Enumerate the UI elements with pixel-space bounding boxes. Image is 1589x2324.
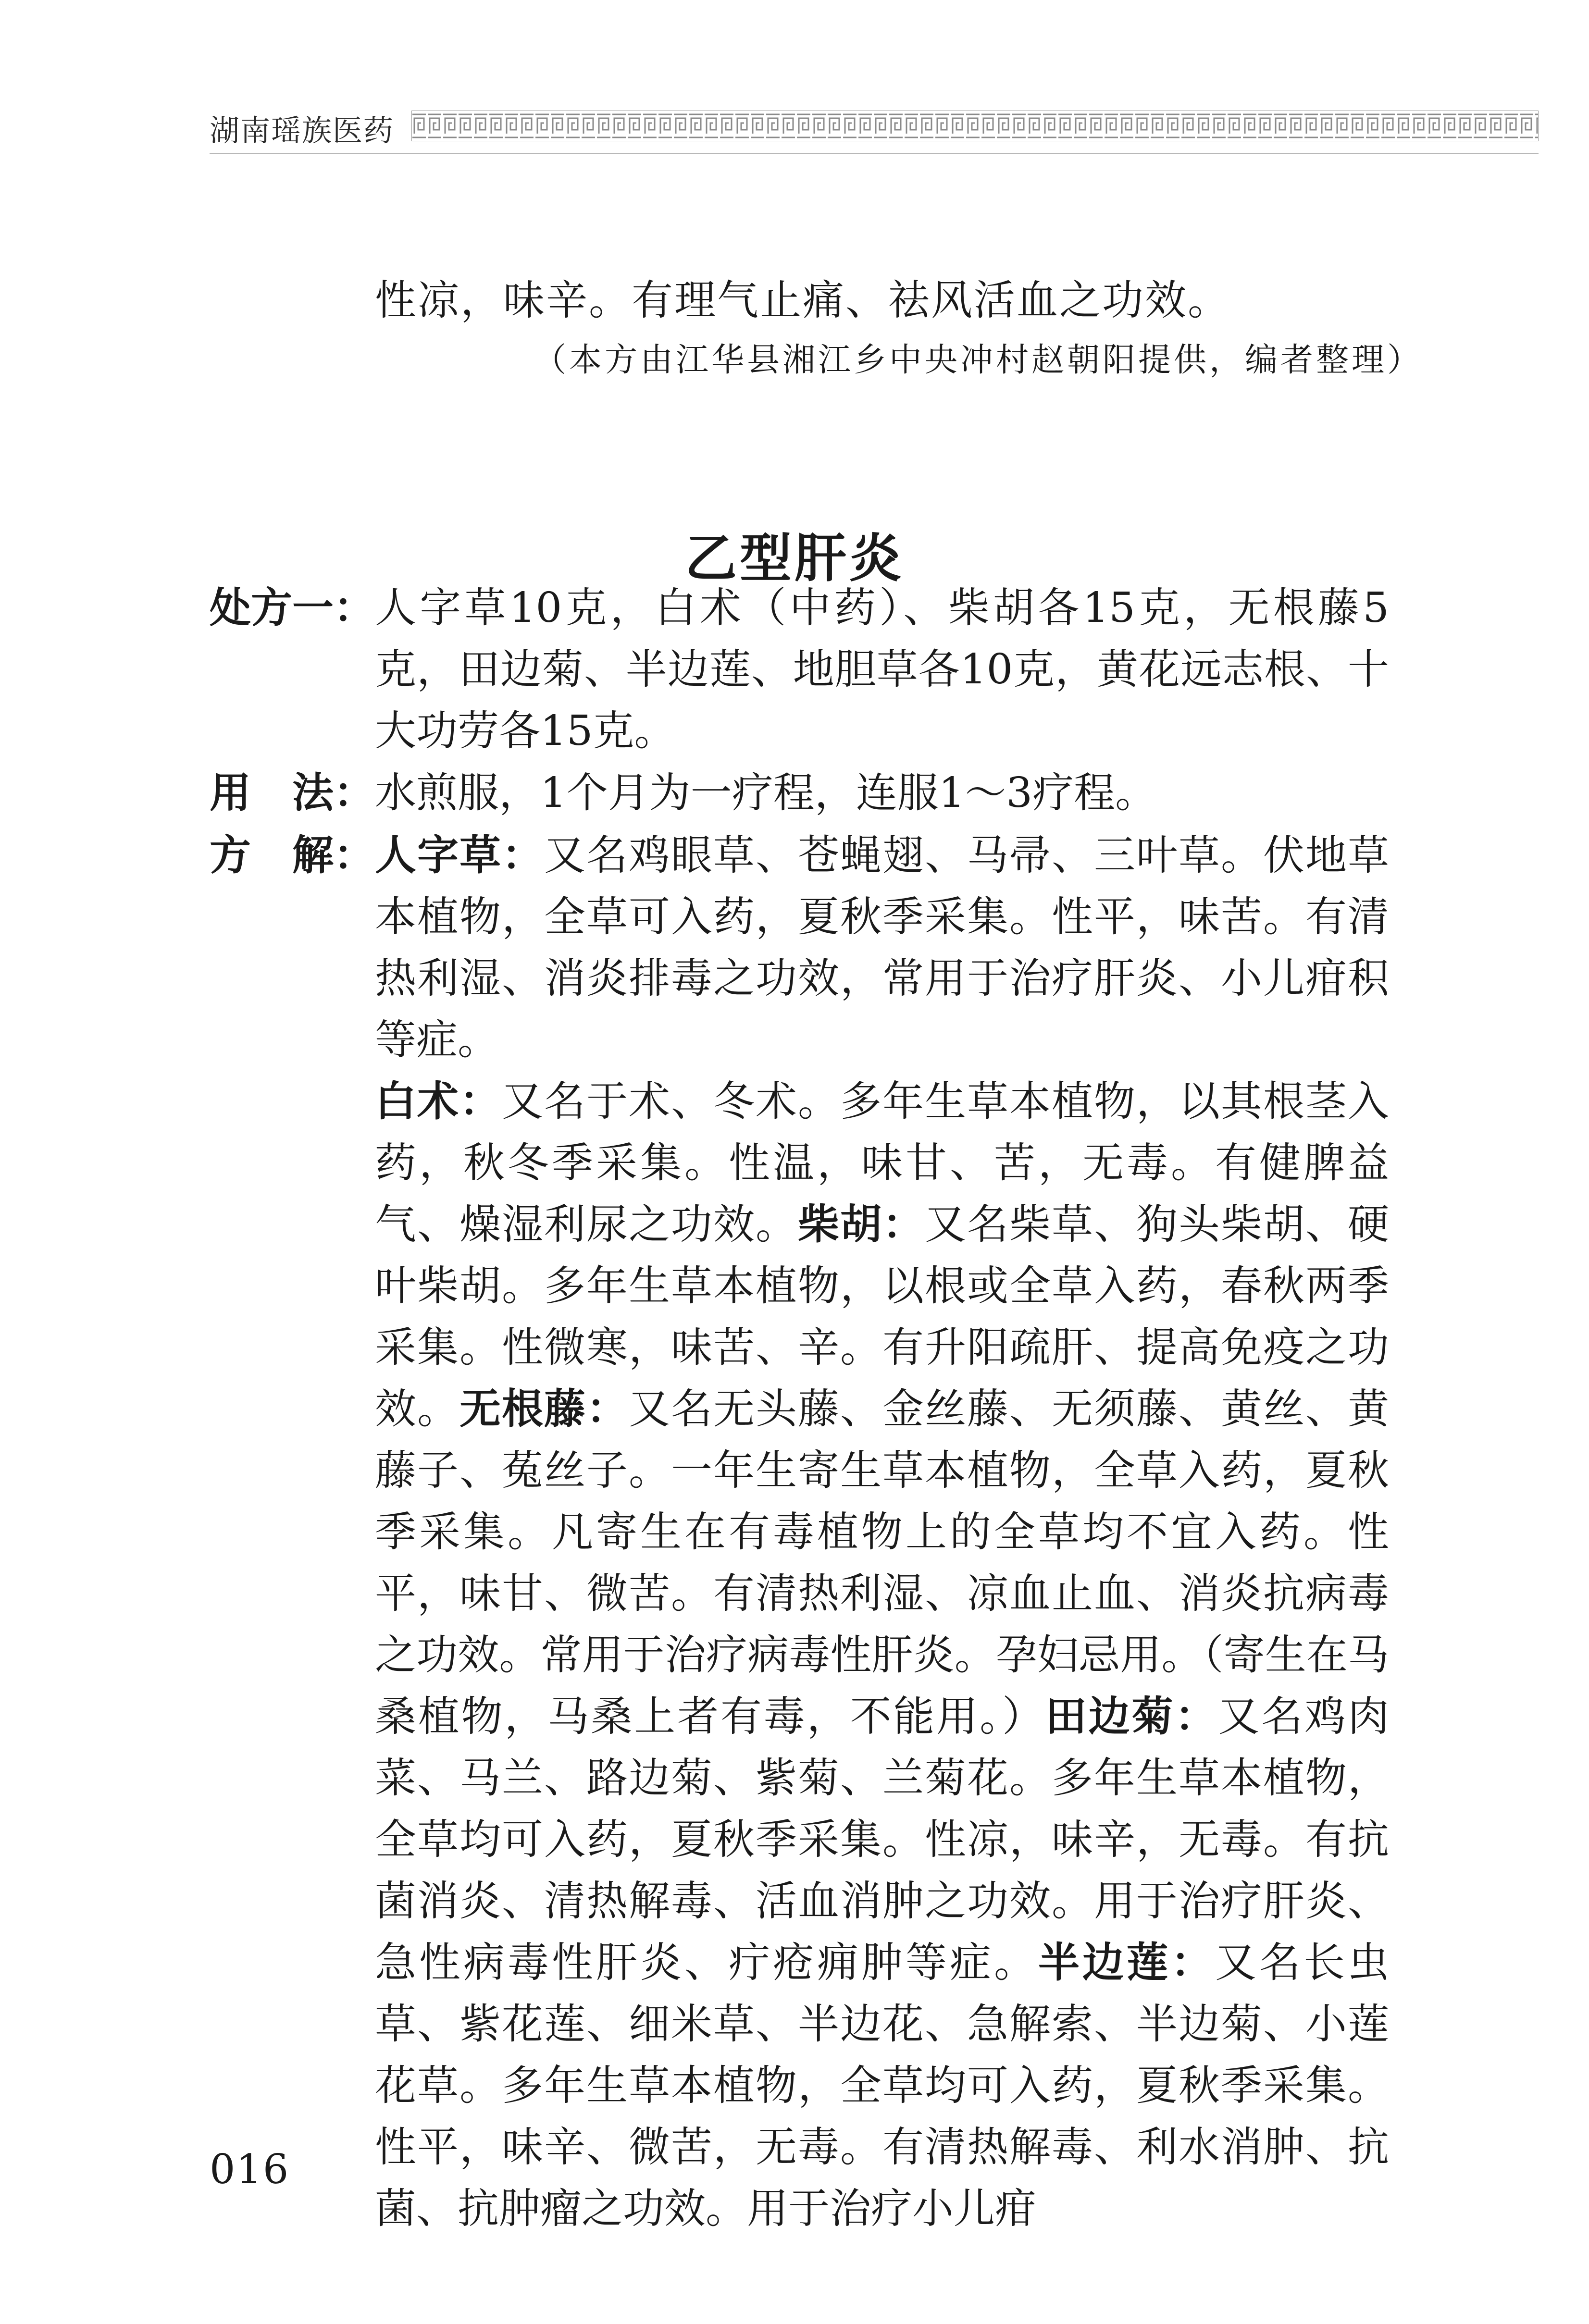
explanation-paragraph xyxy=(375,1071,1389,2239)
herb-term: 柴胡： xyxy=(798,1200,925,1249)
decorative-pattern-band xyxy=(411,111,1539,141)
usage-label: 用 法： xyxy=(210,769,375,817)
prescription-label: 处方一： xyxy=(210,584,375,632)
previous-entry-line: 性凉，味辛。有理气止痛、祛风活血之功效。 xyxy=(375,276,1230,324)
section-title: 乙型肝炎 xyxy=(684,528,904,589)
herb-description: 又名鸡肉菜、马兰、路边菊、紫菊、兰菊花。多年生草本植物，全草均可入药，夏秋季采集。性凉，味辛，无毒。有抗菌消炎、清热解毒、活血消肿之功效。用于治疗肝炎、急性病毒性肝炎、疔疮痈肿等症。 xyxy=(375,1693,1390,1987)
herb-description: 又名柴草、狗头柴胡、硬叶柴胡。多年生草本植物，以根或全草入药，春秋两季采集。性微寒，味苦、辛。有升阳疏肝、提高免疫之功效。 xyxy=(375,1200,1389,1433)
running-header xyxy=(210,101,1539,154)
herb-term: 半边莲： xyxy=(1038,1939,1215,1987)
explanation-label: 方 解： xyxy=(210,831,375,879)
source-note: （本方由江华县湘江乡中央冲村赵朝阳提供，编者整理） xyxy=(534,341,1423,379)
usage-text xyxy=(375,762,1389,824)
prescription-text xyxy=(375,577,1389,762)
herb-description: 又名于术、冬术。多年生草本植物，以其根茎入药，秋冬季采集。性温，味甘、苦，无毒。有健脾益气、燥湿利尿之功效。 xyxy=(375,1077,1389,1249)
herb-term: 田边菊： xyxy=(1045,1693,1218,1741)
book-title: 湖南瑶族医药 xyxy=(210,113,395,148)
explanation-text xyxy=(375,825,1389,2239)
prescription-body: 人字草10克，白术（中药）、柴胡各15克，无根藤5克，田边菊、半边莲、地胆草各10克，黄花远志根、十大功劳各15克。 xyxy=(375,584,1389,755)
explanation-paragraph xyxy=(375,825,1389,1071)
page-number: 016 xyxy=(210,2146,290,2193)
herb-term: 无根藤： xyxy=(459,1385,629,1433)
usage-body: 水煎服，1个月为一疗程，连服1～3疗程。 xyxy=(375,769,1157,817)
herb-description: 又名无头藤、金丝藤、无须藤、黄丝、黄藤子、菟丝子。一年生寄生草本植物，全草入药，夏秋季采集。凡寄生在有毒植物上的全草均不宜入药。性平，味甘、微苦。有清热利湿、凉血止血、消炎抗病毒之功效。常用于治疗病毒性肝炎。孕妇忌用。（寄生在马桑植物，马桑上者有毒，不能用。） xyxy=(375,1385,1389,1741)
herb-term: 人字草： xyxy=(375,831,544,879)
herb-description: 又名长虫草、紫花莲、细米草、半边花、急解索、半边菊、小莲花草。多年生草本植物，全草均可入药，夏秋季采集。性平，味辛、微苦，无毒。有清热解毒、利水消肿、抗菌、抗肿瘤之功效。用于治疗小儿疳 xyxy=(375,1939,1389,2233)
header-divider xyxy=(210,153,1539,154)
herb-description: 又名鸡眼草、苍蝇翅、马帚、三叶草。伏地草本植物，全草可入药，夏秋季采集。性平，味苦。有清热利湿、消炎排毒之功效，常用于治疗肝炎、小儿疳积等症。 xyxy=(375,831,1389,1064)
herb-term: 白术： xyxy=(375,1077,502,1125)
